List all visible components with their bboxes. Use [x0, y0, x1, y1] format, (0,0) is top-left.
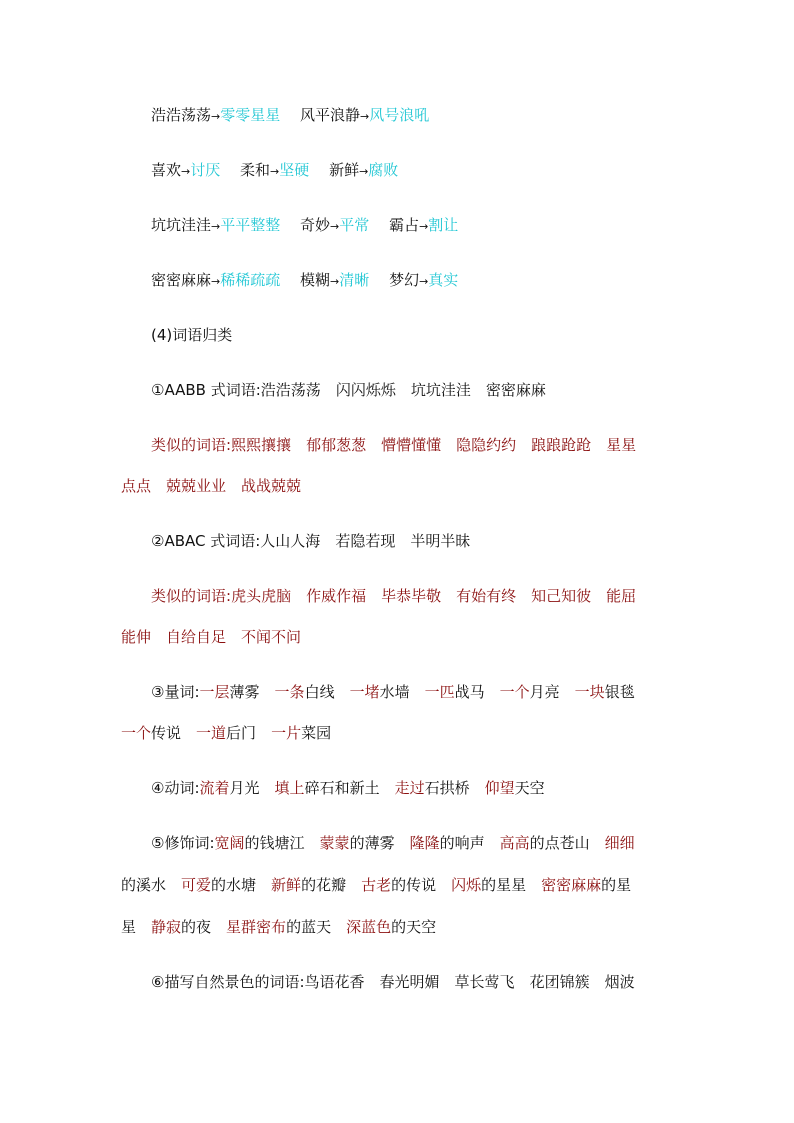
similar-word: 懵懵懂懂 — [381, 436, 442, 454]
scenery-label: ⑥描写自然景色的词语: — [151, 973, 305, 991]
antonym: 割让 — [428, 216, 459, 234]
antonym: 真实 — [428, 271, 459, 289]
modifier: 可爱 — [181, 876, 212, 894]
noun-phrase: 的蓝天 — [286, 918, 332, 936]
section-heading: (4)词语归类 — [151, 326, 233, 344]
word: 柔和 — [240, 161, 271, 179]
modifiers-label: ⑤修饰词: — [151, 834, 215, 852]
noun-phrase: 的天空 — [391, 918, 437, 936]
aabb-similar-row-2 — [121, 475, 681, 497]
modifier: 隆隆 — [409, 834, 440, 852]
verbs-label: ④动词: — [151, 779, 200, 797]
noun: 薄雾 — [229, 683, 260, 701]
noun-phrase: 的传说 — [391, 876, 437, 894]
measure-word: 一匹 — [424, 683, 455, 701]
verb: 流着 — [199, 779, 230, 797]
noun: 菜园 — [301, 724, 332, 742]
scenery-word: 鸟语花香 — [304, 973, 365, 991]
verb: 走过 — [394, 779, 425, 797]
scenery-word: 烟波 — [604, 973, 635, 991]
similar-word: 战战兢兢 — [241, 477, 302, 495]
antonym: 风号浪吼 — [369, 106, 430, 124]
similar-label: 类似的词语: — [151, 436, 232, 454]
similar-word: 兢兢业业 — [166, 477, 227, 495]
word: 梦幻 — [389, 271, 420, 289]
similar-word: 熙熙攘攘 — [231, 436, 292, 454]
similar-word: 有始有终 — [456, 587, 517, 605]
modifier: 高高 — [499, 834, 530, 852]
modifier: 深蓝色 — [346, 918, 392, 936]
similar-word: 虎头虎脑 — [231, 587, 292, 605]
antonym: 零零星星 — [220, 106, 281, 124]
aabb-row — [151, 379, 711, 401]
abac-similar-row-1 — [151, 585, 711, 607]
word: 坑坑洼洼 — [151, 216, 212, 234]
noun-phrase: 的花瓣 — [301, 876, 347, 894]
antonym-row-2 — [151, 159, 711, 183]
modifier: 宽阔 — [214, 834, 245, 852]
modifier: 细细 — [604, 834, 635, 852]
aabb-word: 浩浩荡荡 — [260, 381, 321, 399]
similar-word: 不闻不问 — [241, 628, 302, 646]
abac-word: 若隐若现 — [335, 532, 396, 550]
similar-word: 能伸 — [121, 628, 152, 646]
word: 霸占 — [389, 216, 420, 234]
aabb-similar-row-1 — [151, 434, 711, 456]
measure-word: 一块 — [574, 683, 605, 701]
modifiers-row-3 — [121, 916, 681, 938]
measure-word: 一条 — [274, 683, 305, 701]
abac-row — [151, 530, 711, 552]
object: 月光 — [229, 779, 260, 797]
noun-phrase: 的响声 — [439, 834, 485, 852]
abac-similar-row-2 — [121, 626, 681, 648]
antonym: 清晰 — [339, 271, 370, 289]
antonym: 稀稀疏疏 — [220, 271, 281, 289]
measure-word: 一个 — [499, 683, 530, 701]
scenery-row — [151, 971, 711, 993]
noun: 战马 — [454, 683, 485, 701]
similar-word: 隐隐约约 — [456, 436, 517, 454]
noun: 银毯 — [604, 683, 635, 701]
modifier: 新鲜 — [271, 876, 302, 894]
noun: 白线 — [304, 683, 335, 701]
object: 石拱桥 — [424, 779, 470, 797]
modifier: 闪烁 — [451, 876, 482, 894]
modifiers-row-2 — [121, 874, 681, 896]
measure-word: 一道 — [196, 724, 227, 742]
arrow: → — [181, 165, 191, 178]
similar-word: 踉踉跄跄 — [531, 436, 592, 454]
arrow: → — [330, 275, 340, 288]
similar-word: 能屈 — [606, 587, 637, 605]
modifier: 密密麻麻 — [541, 876, 602, 894]
noun-phrase: 的水塘 — [211, 876, 257, 894]
word: 新鲜 — [329, 161, 360, 179]
noun: 月亮 — [529, 683, 560, 701]
verbs-row — [151, 777, 711, 799]
similar-word: 郁郁葱葱 — [306, 436, 367, 454]
measure-label: ③量词: — [151, 683, 200, 701]
abac-word: 半明半昧 — [410, 532, 471, 550]
noun-phrase: 的点苍山 — [529, 834, 590, 852]
object: 碎石和新土 — [304, 779, 380, 797]
aabb-word: 密密麻麻 — [485, 381, 546, 399]
word: 模糊 — [300, 271, 331, 289]
antonym: 平常 — [339, 216, 370, 234]
noun-phrase: 的薄雾 — [349, 834, 395, 852]
similar-word: 作威作福 — [306, 587, 367, 605]
abac-label: ②ABAC 式词语: — [151, 532, 261, 550]
noun-phrase: 星 — [121, 918, 137, 936]
scenery-word: 春光明媚 — [379, 973, 440, 991]
arrow: → — [270, 165, 280, 178]
modifier: 古老 — [361, 876, 392, 894]
measure-word: 一片 — [271, 724, 302, 742]
similar-word: 点点 — [121, 477, 152, 495]
measure-row-2 — [121, 722, 681, 744]
measure-word: 一个 — [121, 724, 152, 742]
word: 密密麻麻 — [151, 271, 212, 289]
aabb-word: 坑坑洼洼 — [410, 381, 471, 399]
antonym: 讨厌 — [190, 161, 221, 179]
aabb-label: ①AABB 式词语: — [151, 381, 261, 399]
noun-phrase: 的星 — [601, 876, 632, 894]
verb: 仰望 — [484, 779, 515, 797]
modifier: 星群密布 — [226, 918, 287, 936]
scenery-word: 草长莺飞 — [454, 973, 515, 991]
antonym-row-4 — [151, 269, 711, 293]
object: 天空 — [514, 779, 545, 797]
noun-phrase: 的星星 — [481, 876, 527, 894]
noun: 传说 — [151, 724, 182, 742]
word: 喜欢 — [151, 161, 182, 179]
aabb-word: 闪闪烁烁 — [335, 381, 396, 399]
arrow: → — [360, 110, 370, 123]
measure-row-1 — [151, 681, 711, 703]
modifiers-row-1 — [151, 832, 711, 854]
arrow: → — [359, 165, 369, 178]
noun-phrase: 的夜 — [181, 918, 212, 936]
noun: 水墙 — [379, 683, 410, 701]
measure-word: 一层 — [199, 683, 230, 701]
arrow: → — [211, 220, 221, 233]
word: 浩浩荡荡 — [151, 106, 212, 124]
word: 风平浪静 — [300, 106, 361, 124]
scenery-word: 花团锦簇 — [529, 973, 590, 991]
noun-phrase: 的钱塘江 — [244, 834, 305, 852]
arrow: → — [419, 220, 429, 233]
abac-word: 人山人海 — [260, 532, 321, 550]
arrow: → — [419, 275, 429, 288]
antonym-row-1 — [151, 104, 711, 128]
noun-phrase: 的溪水 — [121, 876, 167, 894]
arrow: → — [330, 220, 340, 233]
similar-word: 星星 — [606, 436, 637, 454]
similar-word: 毕恭毕敬 — [381, 587, 442, 605]
word: 奇妙 — [300, 216, 331, 234]
verb: 填上 — [274, 779, 305, 797]
similar-label: 类似的词语: — [151, 587, 232, 605]
arrow: → — [211, 275, 221, 288]
arrow: → — [211, 110, 221, 123]
similar-word: 自给自足 — [166, 628, 227, 646]
similar-word: 知己知彼 — [531, 587, 592, 605]
antonym: 腐败 — [368, 161, 399, 179]
noun: 后门 — [226, 724, 257, 742]
modifier: 静寂 — [151, 918, 182, 936]
measure-word: 一堵 — [349, 683, 380, 701]
antonym-row-3 — [151, 214, 711, 238]
antonym: 坚硬 — [279, 161, 310, 179]
antonym: 平平整整 — [220, 216, 281, 234]
modifier: 蒙蒙 — [319, 834, 350, 852]
